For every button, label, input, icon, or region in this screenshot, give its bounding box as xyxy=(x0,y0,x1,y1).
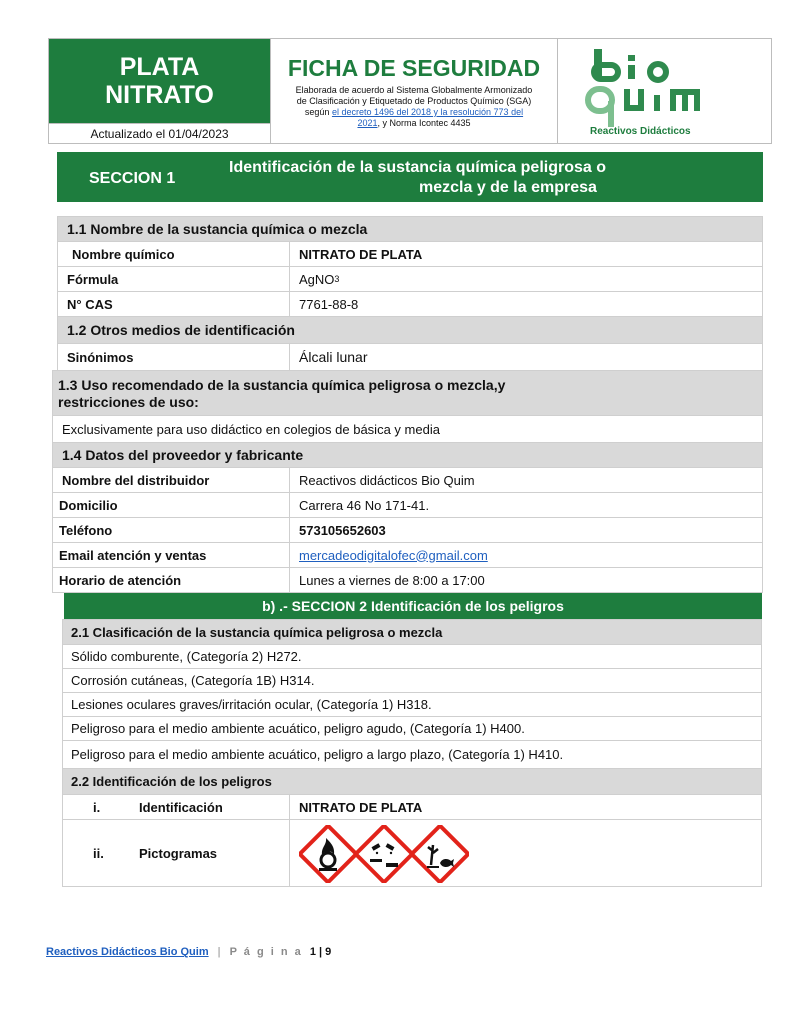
table-row xyxy=(52,492,763,518)
divider xyxy=(289,292,290,316)
subtitle-text: , y Norma Icontec 4435 xyxy=(377,118,471,128)
divider xyxy=(289,543,290,567)
row-label: Domicilio xyxy=(59,497,118,513)
footer-separator: | xyxy=(217,946,221,958)
list-item xyxy=(62,668,762,693)
row-label: Pictogramas xyxy=(139,845,218,861)
row-label: Nombre del distribuidor xyxy=(62,472,210,488)
row-label: Horario de atención xyxy=(59,572,182,588)
s12-heading: 1.2 Otros medios de identificación xyxy=(67,322,295,338)
s14-heading-row xyxy=(52,442,763,468)
email-link[interactable]: mercadeodigitalofec@gmail.com xyxy=(299,547,488,563)
product-title-line1: PLATA xyxy=(119,53,200,81)
hazard-class: Sólido comburente, (Categoría 2) H272. xyxy=(71,649,302,664)
section-1-title-line1: Identificación de la sustancia química peligrosa o xyxy=(229,159,606,176)
decree-link[interactable]: el decreto 1496 del 2018 y la resolución 773 del xyxy=(331,107,524,117)
divider xyxy=(289,795,290,819)
table-row xyxy=(52,467,763,493)
s13-heading-line1: 1.3 Uso recomendado de la sustancia química peligrosa o mezcla,y xyxy=(58,377,506,393)
updated-date: Actualizado el 01/04/2023 xyxy=(49,123,270,144)
section-2-bar xyxy=(64,593,762,619)
divider xyxy=(289,344,290,370)
divider xyxy=(289,568,290,592)
row-label: Email atención y ventas xyxy=(59,547,207,563)
row-value: NITRATO DE PLATA xyxy=(299,246,423,262)
formula-value xyxy=(299,267,339,291)
hazard-class: Lesiones oculares graves/irritación ocular, (Categoría 1) H318. xyxy=(71,697,432,712)
row-value: Lunes a viernes de 8:00 a 17:00 xyxy=(299,572,485,588)
row-label: Identificación xyxy=(139,799,223,815)
page-footer xyxy=(46,946,331,958)
divider xyxy=(289,493,290,517)
subtitle-text: según xyxy=(304,107,332,117)
divider xyxy=(289,518,290,542)
table-row xyxy=(57,291,763,317)
phone-value: 573105652603 xyxy=(299,522,386,538)
product-title-line2: NITRATO xyxy=(105,81,214,109)
section-2-title: b) .- SECCION 2 Identificación de los peligros xyxy=(262,598,564,614)
formula-main: AgNO xyxy=(299,271,335,287)
divider xyxy=(289,468,290,492)
s21-heading-row xyxy=(62,619,762,645)
table-row xyxy=(52,567,763,593)
hazard-class: Peligroso para el medio ambiente acuático, peligro agudo, (Categoría 1) H400. xyxy=(71,721,525,736)
hazard-class: Corrosión cutáneas, (Categoría 1B) H314. xyxy=(71,673,315,688)
hazard-class: Peligroso para el medio ambiente acuático, peligro a largo plazo, (Categoría 1) H410. xyxy=(71,747,564,762)
table-row xyxy=(62,819,762,887)
footer-page-word: P á g i n a xyxy=(229,946,303,958)
row-label: Sinónimos xyxy=(67,349,134,365)
table-row xyxy=(57,241,763,267)
section-1-bar xyxy=(57,152,763,202)
row-value: Carrera 46 No 171-41. xyxy=(299,497,430,513)
footer-page-number: 1 | 9 xyxy=(309,946,332,958)
row-label: Fórmula xyxy=(67,271,119,287)
s11-heading-row xyxy=(57,216,763,242)
s12-heading-row xyxy=(57,316,763,344)
flame-over-circle-icon xyxy=(299,825,357,883)
list-item xyxy=(62,740,762,769)
s13-heading-line2: restricciones de uso: xyxy=(58,394,199,410)
list-item xyxy=(62,716,762,741)
s11-heading: 1.1 Nombre de la sustancia química o mezcla xyxy=(67,221,368,237)
row-value: Reactivos didácticos Bio Quim xyxy=(299,472,475,488)
logo-caption: Reactivos Didácticos xyxy=(590,126,691,137)
list-item xyxy=(62,692,762,717)
divider xyxy=(289,242,290,266)
section-1-label: SECCION 1 xyxy=(89,170,176,187)
row-number: i. xyxy=(93,799,101,815)
row-label: Teléfono xyxy=(59,522,113,538)
subtitle-line: de Clasificación y Etiquetado de Productos Químico (SGA) xyxy=(296,96,532,106)
s13-heading xyxy=(58,377,505,411)
s21-heading: 2.1 Clasificación de la sustancia química peligrosa o mezcla xyxy=(71,624,443,640)
s13-heading-row xyxy=(52,370,763,416)
table-row xyxy=(57,266,763,292)
product-title-box xyxy=(49,39,270,123)
row-label: Nombre químico xyxy=(72,246,175,262)
corrosion-icon xyxy=(355,825,413,883)
list-item xyxy=(62,644,762,669)
s22-heading-row xyxy=(62,768,762,795)
formula-subscript: 3 xyxy=(334,274,340,284)
table-row xyxy=(52,542,763,568)
row-value: 7761-88-8 xyxy=(299,296,359,312)
document-title: FICHA DE SEGURIDAD xyxy=(287,55,541,81)
row-label: N° CAS xyxy=(67,296,113,312)
table-row xyxy=(52,517,763,543)
footer-company-link[interactable]: Reactivos Didácticos Bio Quim xyxy=(46,946,209,958)
divider xyxy=(289,267,290,291)
environment-icon xyxy=(411,825,469,883)
row-value: Álcali lunar xyxy=(299,349,368,365)
divider xyxy=(289,820,290,886)
subtitle-line: Elaborada de acuerdo al Sistema Globalmente Armonizado xyxy=(295,85,533,95)
document-subtitle xyxy=(275,85,553,129)
row-number: ii. xyxy=(93,845,104,861)
table-row xyxy=(57,343,763,371)
s22-heading: 2.2 Identificación de los peligros xyxy=(71,774,272,789)
decree-link-year[interactable]: 2021 xyxy=(357,118,378,128)
section-1-title-line2: mezcla y de la empresa xyxy=(419,179,597,196)
s13-text: Exclusivamente para uso didáctico en colegios de básica y media xyxy=(62,421,440,437)
table-row xyxy=(52,415,763,443)
table-row xyxy=(62,794,762,820)
s14-heading: 1.4 Datos del proveedor y fabricante xyxy=(62,447,304,463)
row-value: NITRATO DE PLATA xyxy=(299,799,423,815)
